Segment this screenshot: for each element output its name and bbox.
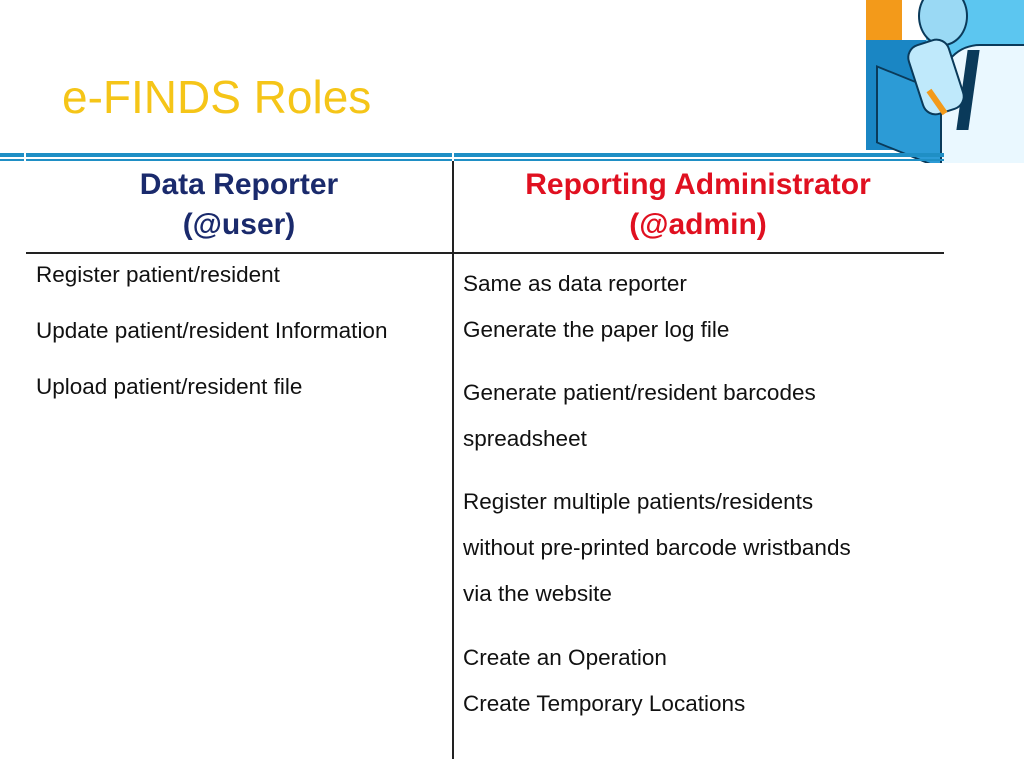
- header-rule: [26, 252, 944, 254]
- column-header-data-reporter: [26, 165, 452, 245]
- slide-title: e-FINDS Roles: [62, 71, 372, 123]
- column-header-title: Reporting Administrator: [525, 168, 871, 201]
- accent-bar-bottom: [0, 159, 944, 161]
- admin-item: Generate the paper log file: [463, 317, 730, 342]
- admin-item-continued: via the website: [463, 581, 612, 606]
- column-divider: [452, 161, 454, 759]
- admin-item: Create Temporary Locations: [463, 691, 746, 716]
- admin-item: Generate patient/resident barcodes: [463, 380, 816, 405]
- admin-item-continued: spreadsheet: [463, 426, 587, 451]
- admin-item: Register multiple patients/residents: [463, 489, 814, 514]
- admin-item: Same as data reporter: [463, 271, 687, 296]
- data-reporter-item: Update patient/resident Information: [36, 318, 388, 343]
- column-header-title: Data Reporter: [139, 168, 339, 201]
- businessman-illustration: [866, 0, 1024, 163]
- bar-tick: [452, 153, 454, 161]
- column-header-role: (@admin): [629, 208, 767, 241]
- admin-item: Create an Operation: [463, 645, 667, 670]
- admin-item-continued: without pre-printed barcode wristbands: [463, 535, 851, 560]
- bar-tick: [24, 153, 26, 161]
- column-header-role: (@user): [182, 208, 296, 241]
- data-reporter-item: Upload patient/resident file: [36, 374, 303, 399]
- data-reporter-item: Register patient/resident: [36, 262, 280, 287]
- accent-bar-top: [0, 153, 944, 157]
- column-header-reporting-administrator: [454, 165, 942, 245]
